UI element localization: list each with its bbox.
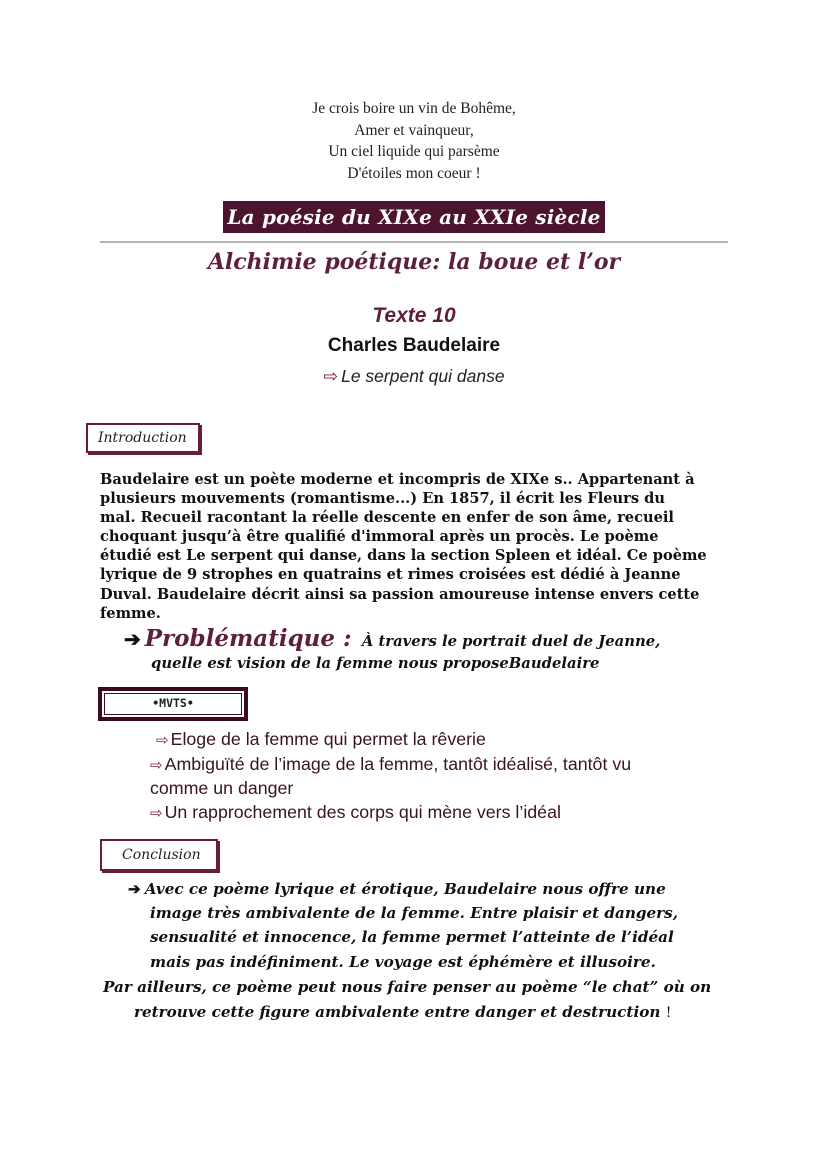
paragraph-line: femme.: [100, 604, 161, 622]
conclusion-label: Conclusion: [122, 847, 201, 863]
page-subtitle: Alchimie poétique: la boue et l’or: [207, 249, 621, 275]
arrow-right-icon: ⇨: [150, 756, 163, 774]
mvts-heading-box: [98, 687, 248, 721]
problematique: [124, 624, 804, 672]
page-title: La poésie du XIXe au XXIe siècle: [223, 201, 604, 233]
list-item: [150, 753, 770, 778]
work-title-text: Le serpent qui danse: [341, 366, 505, 386]
arrow-right-icon: ➔: [128, 880, 141, 898]
epigraph-poem: [0, 98, 828, 184]
problematique-label: Problématique :: [144, 625, 352, 652]
title-divider: [100, 241, 728, 243]
exclamation-mark: !: [665, 1005, 672, 1021]
author-name: Charles Baudelaire: [327, 335, 501, 356]
paragraph-line: étudié est Le serpent qui danse, dans la section Spleen et idéal. Ce poème: [100, 547, 707, 565]
paragraph-line: choquant jusqu’à être qualifié d'immoral après un procès. Le poème: [100, 528, 659, 546]
introduction-heading-box: [86, 423, 200, 453]
paragraph-line: sensualité et innocence, la femme permet l’atteinte de l’idéal: [150, 928, 674, 946]
paragraph-line: Par ailleurs, ce poème peut nous faire penser au poème “le chat” où on: [103, 978, 712, 996]
arrow-right-icon: ⇨: [323, 366, 339, 386]
problematique-line: À travers le portrait duel de Jeanne,: [361, 633, 661, 650]
work-title: [0, 363, 828, 389]
introduction-paragraph: [100, 470, 740, 623]
poem-line: Amer et vainqueur,: [354, 121, 474, 139]
list-item: [150, 728, 770, 753]
conclusion-heading-box: [100, 839, 218, 871]
paragraph-line: lyrique de 9 strophes en quatrains et rimes croisées est dédié à Jeanne: [100, 566, 681, 584]
list-item-continuation: comme un danger: [150, 778, 294, 799]
mvts-list: [150, 728, 770, 825]
arrow-right-icon: ⇨: [150, 804, 163, 822]
mvts-label: •MVTS•: [104, 693, 242, 715]
poem-line: Un ciel liquide qui parsème: [328, 143, 500, 160]
arrow-right-icon: ➔: [124, 627, 141, 651]
paragraph-line: Baudelaire est un poète moderne et incompris de XIXe s.. Appartenant à: [100, 471, 695, 488]
paragraph-line: plusieurs mouvements (romantisme...) En 1857, il écrit les Fleurs du: [100, 490, 665, 508]
paragraph-line: mal. Recueil racontant la réelle descente en enfer de son âme, recueil: [100, 509, 674, 527]
paragraph-line-text: retrouve cette figure ambivalente entre danger et destruction: [134, 1003, 661, 1021]
problematique-line: quelle est vision de la femme nous proposeBaudelaire: [151, 655, 600, 672]
arrow-right-icon: ⇨: [156, 732, 169, 749]
title-banner: [0, 201, 828, 233]
list-item: [150, 801, 770, 826]
paragraph-line: mais pas indéfiniment. Le voyage est éphémère et illusoire.: [150, 953, 656, 971]
list-item-text: Un rapprochement des corps qui mène vers l’idéal: [164, 801, 561, 822]
paragraph-line: Duval. Baudelaire décrit ainsi sa passion amoureuse intense envers cette: [100, 585, 700, 603]
introduction-label: Introduction: [98, 430, 187, 446]
paragraph-line: image très ambivalente de la femme. Entre plaisir et dangers,: [150, 904, 678, 922]
paragraph-line: [134, 1000, 671, 1025]
texte-number: Texte 10: [372, 304, 456, 327]
paragraph-line-text: Avec ce poème lyrique et érotique, Baudelaire nous offre une: [144, 880, 666, 898]
paragraph-line: [128, 877, 666, 901]
list-item-text: Eloge de la femme qui permet la rêverie: [170, 729, 486, 749]
list-item-text: Ambiguïté de l’image de la femme, tantôt idéalisé, tantôt vu: [164, 753, 632, 774]
poem-line: Je crois boire un vin de Bohême,: [312, 100, 516, 117]
poem-line: D'étoiles mon coeur !: [347, 164, 481, 182]
